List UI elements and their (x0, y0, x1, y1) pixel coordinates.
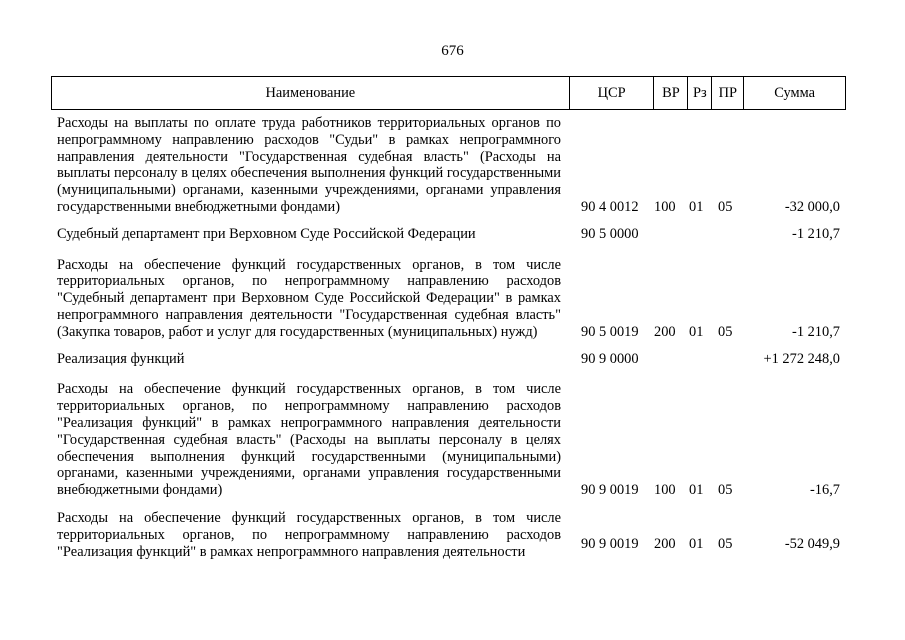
table-header (51, 76, 846, 110)
row-sum: -1 210,7 (792, 323, 840, 340)
table-row (51, 257, 846, 341)
row-name: Расходы на обеспечение функций государственных органов, в том числе территориальных органов, по непрограммному направлению расходов "Реализация функций" в рамках непрограммного направления деятельности "Государственная судебная власть" (Расходы на выплаты персоналу в целях обеспечения выполнения функций государственными (муниципальными) органами, казенными учреждениями, органами управления государственными внебюджетными фондами) (57, 381, 561, 499)
row-sum: -32 000,0 (784, 198, 840, 215)
row-sum: -52 049,9 (784, 535, 840, 552)
row-vr: 100 (654, 482, 676, 499)
row-rz: 01 (689, 535, 704, 552)
table-row (51, 381, 846, 499)
table-row (51, 115, 846, 216)
table-row (51, 351, 846, 368)
row-name: Реализация функций (57, 350, 185, 367)
row-name: Судебный департамент при Верховном Суде Российской Федерации (57, 225, 476, 242)
row-csr: 90 4 0012 (581, 198, 639, 215)
row-csr: 90 5 0000 (581, 225, 639, 242)
row-name: Расходы на обеспечение функций государственных органов, в том числе территориальных органов, по непрограммному направлению расходов "Реализация функций" в рамках непрограммного направления деятельности (57, 509, 561, 560)
row-name: Расходы на обеспечение функций государственных органов, в том числе территориальных органов, по непрограммному направлению расходов "Судебный департамент при Верховном Суде Российской Федерации" в рамках непрограммного направления деятельности "Государственная судебная власть" (Закупка товаров, работ и услуг для государственных (муниципальных) нужд) (57, 256, 561, 340)
row-sum: -1 210,7 (792, 225, 840, 242)
header-sum: Сумма (743, 77, 845, 109)
row-csr: 90 9 0019 (581, 535, 639, 552)
row-csr: 90 5 0019 (581, 323, 639, 340)
row-pr: 05 (718, 482, 733, 499)
row-rz: 01 (689, 198, 704, 215)
row-sum: +1 272 248,0 (763, 350, 840, 367)
table-row (51, 226, 846, 243)
header-vr: ВР (653, 77, 687, 109)
budget-table (51, 76, 846, 560)
header-name: Наименование (265, 84, 356, 101)
row-vr: 200 (654, 535, 676, 552)
row-vr: 100 (654, 198, 676, 215)
row-rz: 01 (689, 482, 704, 499)
page-number: 676 (441, 43, 464, 59)
row-sum: -16,7 (810, 482, 840, 499)
row-csr: 90 9 0019 (581, 482, 639, 499)
row-csr: 90 9 0000 (581, 350, 639, 367)
row-pr: 05 (718, 323, 733, 340)
header-rz: Рз (687, 77, 711, 109)
row-name: Расходы на выплаты по оплате труда работников территориальных органов по непрограммному направлению расходов "Судьи" в рамках непрограммного направления деятельности "Государственная судебная власть" (Расходы на выплаты персоналу в целях обеспечения выполнения функций государственными (муниципальными) органами, казенными учреждениями, органами управления государственными внебюджетными фондами) (57, 115, 561, 215)
row-rz: 01 (689, 323, 704, 340)
header-pr: ПР (711, 77, 743, 109)
row-pr: 05 (718, 198, 733, 215)
table-row (51, 510, 846, 560)
row-pr: 05 (718, 535, 733, 552)
row-vr: 200 (654, 323, 676, 340)
header-csr: ЦСР (569, 77, 654, 109)
